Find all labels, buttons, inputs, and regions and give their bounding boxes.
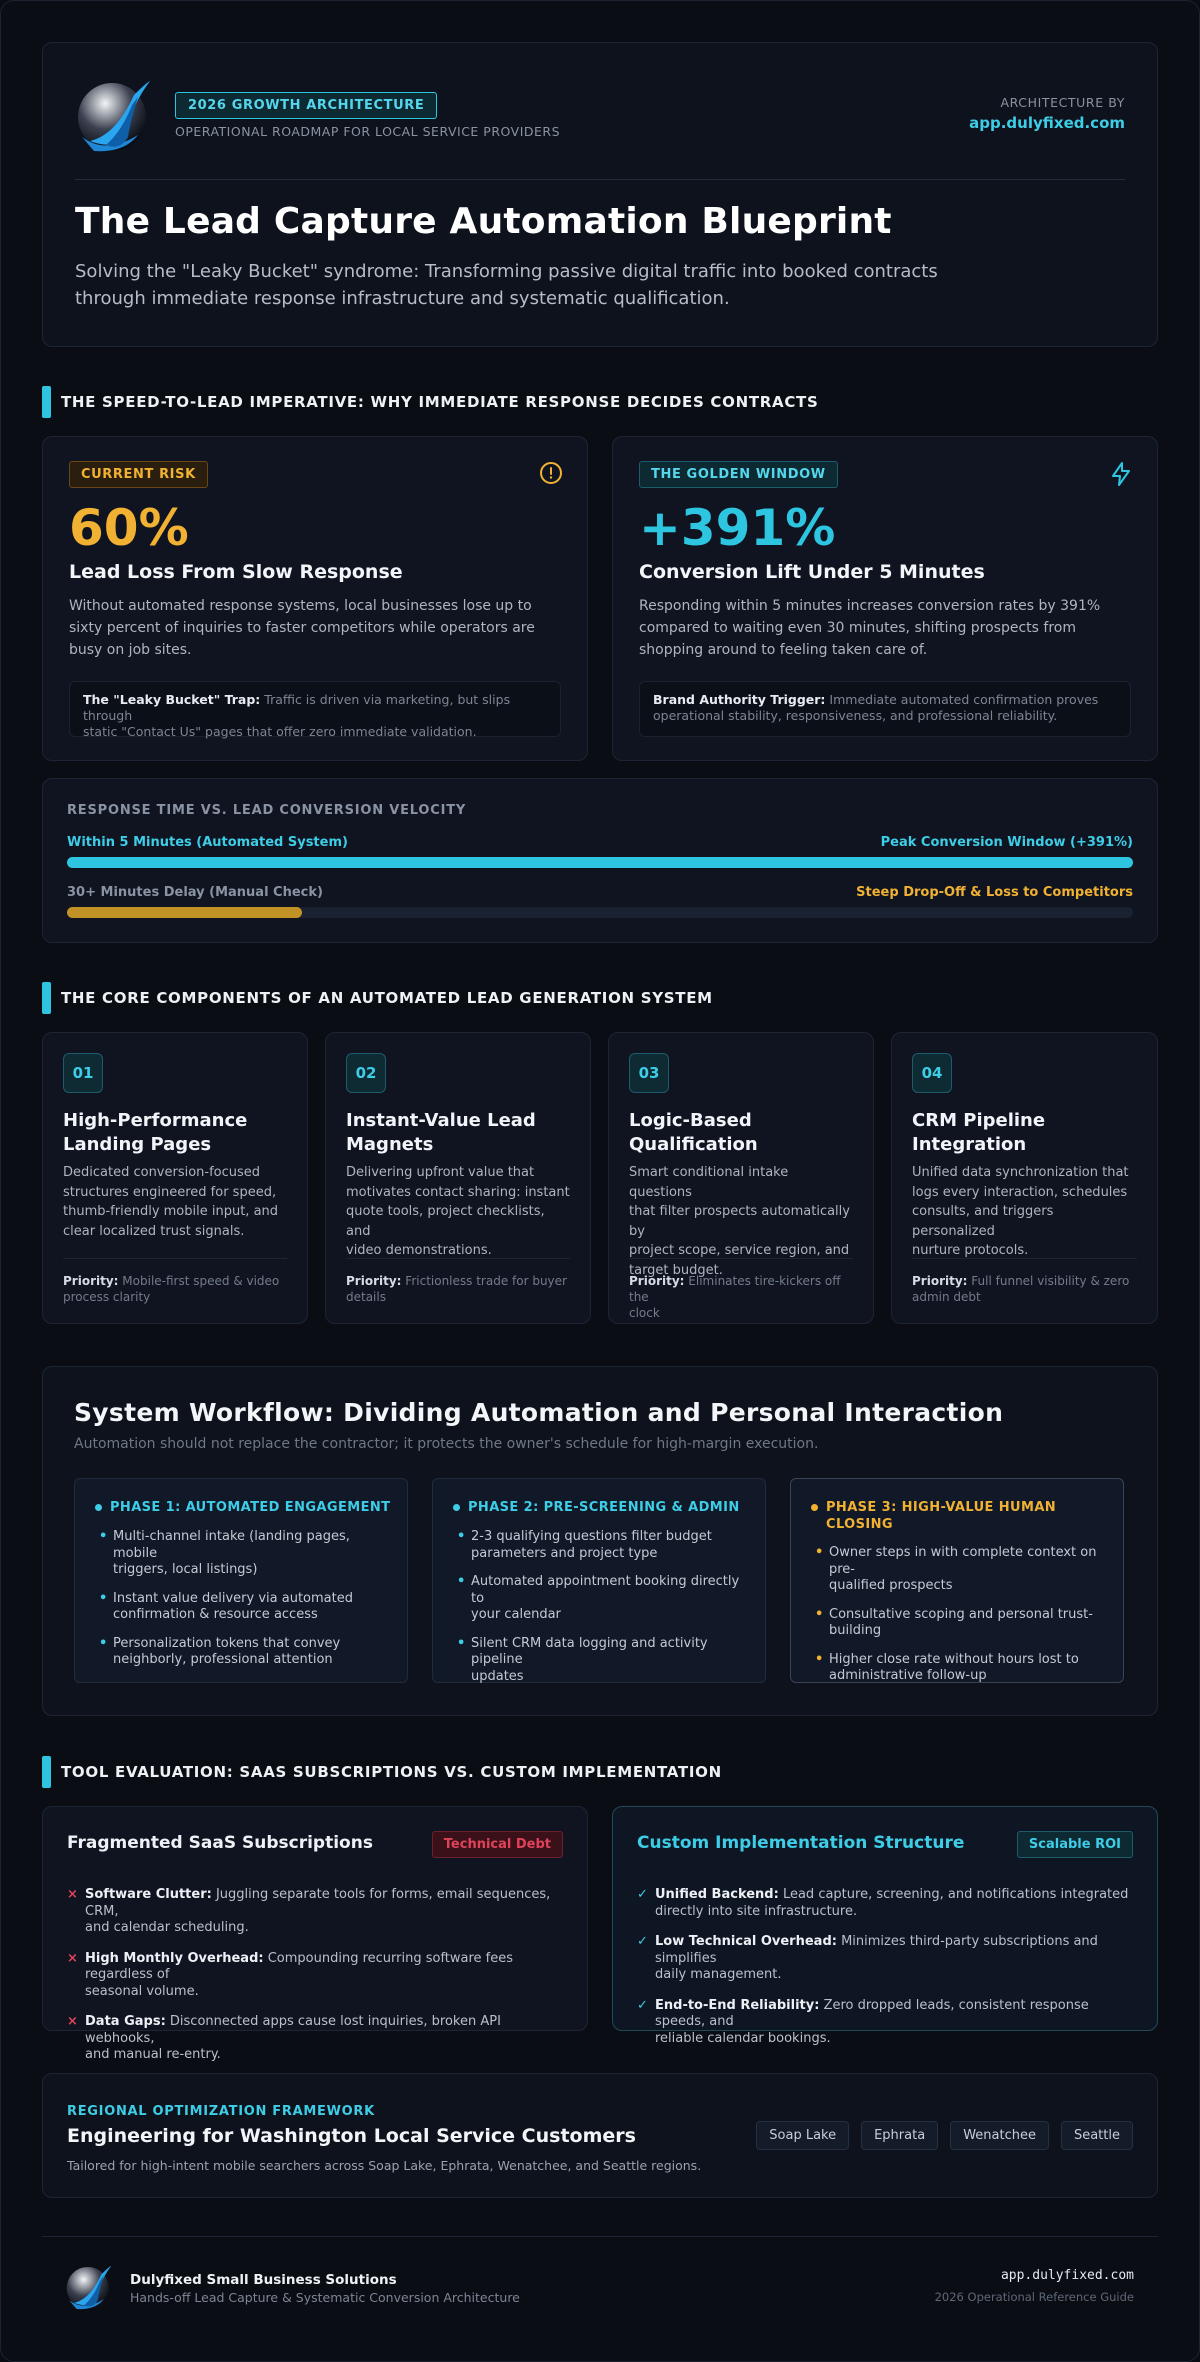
priority-label: Priority: (912, 1274, 968, 1288)
golden-window-pill: THE GOLDEN WINDOW (639, 461, 838, 488)
phase-1-title: PHASE 1: AUTOMATED ENGAGEMENT (110, 1500, 391, 1515)
component-number: 02 (346, 1053, 386, 1093)
custom-title: Custom Implementation Structure (637, 1833, 965, 1853)
custom-card (612, 1806, 1158, 2046)
component-number: 04 (912, 1053, 952, 1093)
desc-line: consults, and triggers personalized (912, 1204, 1054, 1239)
item-line: • Silent CRM data logging and activity pipeline (471, 1635, 708, 1667)
component-desc (912, 1163, 1137, 1261)
item-text: seasonal volume. (85, 1983, 199, 1999)
item-line: building (829, 1623, 882, 1638)
footer-logo (64, 2262, 114, 2314)
component-number: 01 (63, 1053, 103, 1093)
risk-body-line: sixty percent of inquiries to faster competitors while operators are (69, 620, 535, 636)
callout-text: Traffic is driven via marketing, but slips through (83, 692, 511, 723)
saas-card (42, 1806, 588, 2062)
component-card-3 (608, 1032, 874, 1324)
x-mark-icon: × (67, 2014, 78, 2029)
page-title: The Lead Capture Automation Blueprint (75, 201, 892, 242)
desc-line: nurture protocols. (912, 1243, 1029, 1258)
city-chip[interactable]: Wenatchee (950, 2121, 1049, 2150)
item-text: Compounding recurring software fees regardless of (85, 1950, 514, 1982)
velocity-title: RESPONSE TIME VS. LEAD CONVERSION VELOCITY (67, 803, 467, 818)
city-chip[interactable]: Seattle (1061, 2121, 1133, 2150)
item-line: • Multi-channel intake (landing pages, mobile (113, 1529, 350, 1561)
list-item (637, 1934, 1133, 1984)
components-section-title: THE CORE COMPONENTS OF AN AUTOMATED LEAD GENERATION SYSTEM (61, 989, 713, 1007)
list-item (637, 1887, 1133, 1920)
component-divider (629, 1258, 853, 1259)
regional-desc: Tailored for high-intent mobile searchers across Soap Lake, Ephrata, Wenatchee, and Seattle regions. (67, 2158, 702, 2173)
section-accent-bar (42, 1756, 51, 1788)
component-priority (629, 1273, 853, 1321)
risk-stat: 60% (69, 499, 189, 557)
component-priority (346, 1273, 570, 1305)
phase-3-list (815, 1545, 1103, 1697)
item-text: and calendar scheduling. (85, 1920, 249, 1935)
item-text: Minimizes third-party subscriptions and simplifies (655, 1934, 1098, 1966)
component-title-line: Magnets (346, 1134, 434, 1155)
component-title-line: CRM Pipeline (912, 1110, 1046, 1131)
item-bold: End-to-End Reliability: (655, 1997, 820, 2013)
header-divider (75, 179, 1125, 180)
page-subtitle (75, 258, 938, 312)
risk-heading: Lead Loss From Slow Response (69, 561, 403, 583)
desc-line: Smart conditional intake questions (629, 1165, 789, 1200)
velocity-row1-track (67, 857, 1133, 868)
phase-2-card (432, 1478, 766, 1683)
desc-line: Delivering upfront value that (346, 1165, 535, 1180)
footer-divider (42, 2236, 1158, 2237)
regional-title: Engineering for Washington Local Service Customers (67, 2125, 636, 2147)
phase-2-heading (453, 1499, 749, 1516)
x-mark-icon: × (67, 1950, 78, 1966)
callout-bold: The "Leaky Bucket" Trap: (83, 692, 261, 707)
callout-bold: Brand Authority Trigger: (653, 692, 826, 707)
section-accent-bar (42, 386, 51, 418)
component-priority (912, 1273, 1137, 1305)
phase-1-card (74, 1478, 408, 1683)
subtitle-line-1: Solving the "Leaky Bucket" syndrome: Transforming passive digital traffic into booked contracts (75, 261, 938, 282)
component-number: 03 (629, 1053, 669, 1093)
component-divider (346, 1258, 570, 1259)
item-text: and manual re-entry. (85, 2047, 221, 2062)
saas-list (67, 1887, 563, 2078)
city-chip-list (756, 2121, 1133, 2150)
priority-text: process clarity (63, 1290, 151, 1304)
architecture-link[interactable]: app.dulyfixed.com (969, 114, 1125, 132)
velocity-row1-label: Within 5 Minutes (Automated System) (67, 835, 348, 850)
technical-debt-badge: Technical Debt (432, 1831, 563, 1858)
header-card (42, 42, 1158, 347)
golden-window-card (612, 436, 1158, 761)
priority-label: Priority: (346, 1274, 402, 1288)
component-title (63, 1109, 287, 1157)
risk-body (69, 595, 535, 661)
list-item (457, 1574, 745, 1624)
leaky-bucket-callout (69, 681, 561, 737)
footer-tagline: Hands-off Lead Capture & Systematic Conversion Architecture (130, 2290, 520, 2305)
component-divider (63, 1258, 287, 1259)
list-item (99, 1591, 387, 1624)
section-accent-bar (42, 982, 51, 1014)
component-title (346, 1109, 570, 1157)
phase-2-title: PHASE 2: PRE-SCREENING & ADMIN (468, 1500, 740, 1515)
priority-label: Priority: (63, 1274, 119, 1288)
list-item (815, 1545, 1103, 1595)
item-line: confirmation & resource access (113, 1607, 318, 1622)
regional-card (42, 2073, 1158, 2198)
phase-2-list (457, 1529, 745, 1697)
priority-text: Eliminates tire-kickers off the (629, 1274, 841, 1304)
workflow-subtitle: Automation should not replace the contractor; it protects the owner's schedule for high-margin execution. (74, 1436, 819, 1452)
speed-section-title: THE SPEED-TO-LEAD IMPERATIVE: WHY IMMEDIATE RESPONSE DECIDES CONTRACTS (61, 393, 819, 411)
item-line: • 2-3 qualifying questions filter budget (471, 1529, 712, 1544)
footer-reference: 2026 Operational Reference Guide (934, 2290, 1134, 2304)
phase-3-heading (811, 1499, 1107, 1533)
velocity-row1-fill (67, 857, 1133, 868)
bullet-dot (811, 1504, 818, 1511)
velocity-row2-fill (67, 907, 302, 918)
risk-body-line: Without automated response systems, local businesses lose up to (69, 598, 532, 614)
desc-line: thumb-friendly mobile input, and (63, 1204, 279, 1219)
golden-body-line: Responding within 5 minutes increases conversion rates by 391% (639, 598, 1101, 614)
tools-section-heading (42, 1756, 722, 1788)
growth-badge (175, 92, 437, 119)
item-line: • Instant value delivery via automated (113, 1590, 353, 1606)
tools-section-title: TOOL EVALUATION: SAAS SUBSCRIPTIONS VS. CUSTOM IMPLEMENTATION (61, 1763, 722, 1781)
velocity-row1-note: Peak Conversion Window (+391%) (880, 835, 1133, 850)
components-section-heading (42, 982, 713, 1014)
phase-3-title-line: PHASE 3: HIGH-VALUE HUMAN (826, 1500, 1057, 1515)
list-item (67, 1951, 563, 2001)
golden-heading: Conversion Lift Under 5 Minutes (639, 561, 985, 583)
component-divider (912, 1258, 1137, 1259)
current-risk-card (42, 436, 588, 761)
golden-body-line: compared to waiting even 30 minutes, shifting prospects from (639, 620, 1076, 636)
phase-1-heading (95, 1499, 391, 1516)
list-item (67, 2014, 563, 2064)
desc-line: motivates contact sharing: instant (346, 1184, 570, 1200)
list-item (99, 1529, 387, 1579)
priority-text: Full funnel visibility & zero (971, 1274, 1130, 1288)
phase-3-title-line: CLOSING (826, 1517, 893, 1532)
component-title-line: Integration (912, 1134, 1027, 1155)
velocity-row2-track (67, 907, 1133, 918)
priority-text: clock (629, 1306, 660, 1320)
desc-line: video demonstrations. (346, 1243, 492, 1258)
alert-circle-icon (539, 461, 563, 485)
lightning-icon (1109, 461, 1133, 487)
item-text: Disconnected apps cause lost inquiries, broken API webhooks, (85, 2014, 501, 2046)
item-text: Lead capture, screening, and notifications integrated (782, 1887, 1129, 1902)
item-line: neighborly, professional attention (113, 1652, 333, 1667)
velocity-row2-note: Steep Drop-Off & Loss to Competitors (856, 885, 1133, 900)
golden-body-line: shopping around to feeling taken care of. (639, 642, 928, 658)
list-item (99, 1636, 387, 1669)
list-item (637, 1998, 1133, 2048)
list-item (815, 1652, 1103, 1685)
priority-label: Priority: (629, 1274, 685, 1288)
item-text: reliable calendar bookings. (655, 2030, 831, 2046)
list-item (67, 1887, 563, 1937)
desc-line: logs every interaction, schedules (912, 1184, 1128, 1200)
phase-3-title (826, 1499, 1056, 1533)
desc-line: quote tools, project checklists, and (346, 1204, 545, 1239)
item-line: parameters and project type (471, 1545, 658, 1561)
saas-title: Fragmented SaaS Subscriptions (67, 1833, 373, 1853)
desc-line: structures engineered for speed, (63, 1184, 277, 1200)
subtitle-line-2: through immediate response infrastructure and systematic qualification. (75, 288, 730, 309)
list-item (457, 1529, 745, 1562)
desc-line: target budget. (629, 1262, 723, 1278)
architecture-by-label: ARCHITECTURE BY (1000, 95, 1125, 110)
list-item (815, 1607, 1103, 1640)
component-title-line: Logic-Based (629, 1110, 752, 1131)
component-title-line: Landing Pages (63, 1134, 212, 1155)
item-text: Zero dropped leads, consistent response speeds, and (655, 1997, 1089, 2029)
brand-authority-callout (639, 681, 1131, 737)
priority-text: admin debt (912, 1290, 981, 1304)
scalable-roi-badge: Scalable ROI (1017, 1831, 1133, 1858)
component-title (912, 1109, 1137, 1157)
item-line: qualified prospects (829, 1578, 953, 1593)
component-desc (629, 1163, 853, 1280)
footer-url[interactable]: app.dulyfixed.com (1000, 2268, 1134, 2283)
component-title-line: High-Performance (63, 1110, 248, 1131)
current-risk-pill: CURRENT RISK (69, 461, 208, 488)
item-line: • Owner steps in with complete context on pre- (829, 1545, 1097, 1577)
bullet-dot (95, 1504, 102, 1511)
desc-line: Unified data synchronization that (912, 1165, 1129, 1180)
desc-line: clear localized trust signals. (63, 1223, 245, 1239)
item-bold: Unified Backend: (655, 1887, 779, 1902)
item-text: daily management. (655, 1967, 782, 1982)
component-card-2 (325, 1032, 591, 1324)
callout-text: operational stability, responsiveness, and professional reliability. (653, 708, 1058, 723)
component-card-1 (42, 1032, 308, 1324)
callout-text: static "Contact Us" pages that offer zero immediate validation. (83, 724, 477, 739)
brand-logo (76, 75, 152, 159)
bullet-dot (453, 1504, 460, 1511)
item-line: • Personalization tokens that convey (113, 1635, 341, 1651)
item-text: Juggling separate tools for forms, email sequences, CRM, (85, 1887, 551, 1919)
velocity-card (42, 778, 1158, 943)
custom-list (637, 1887, 1133, 2061)
desc-line: Dedicated conversion-focused (63, 1165, 261, 1180)
phase-3-card (790, 1478, 1124, 1683)
priority-text: Mobile-first speed & video (122, 1274, 280, 1288)
item-text: directly into site infrastructure. (655, 1903, 858, 1919)
phase-1-list (99, 1529, 387, 1681)
item-bold: Data Gaps: (85, 2014, 166, 2029)
component-title (629, 1109, 853, 1157)
city-chip[interactable]: Soap Lake (756, 2121, 849, 2150)
speed-section-heading (42, 386, 818, 418)
component-title-line: Qualification (629, 1134, 758, 1155)
callout-text: Immediate automated confirmation proves (829, 692, 1099, 707)
item-bold: Low Technical Overhead: (655, 1934, 837, 1949)
component-card-4 (891, 1032, 1158, 1324)
component-title-line: Instant-Value Lead (346, 1110, 536, 1131)
regional-eyebrow: REGIONAL OPTIMIZATION FRAMEWORK (67, 2104, 375, 2119)
velocity-row2-label: 30+ Minutes Delay (Manual Check) (67, 885, 323, 900)
component-desc (346, 1163, 570, 1261)
x-mark-icon: × (67, 1887, 78, 1902)
roadmap-subline: OPERATIONAL ROADMAP FOR LOCAL SERVICE PROVIDERS (175, 124, 561, 139)
check-icon: ✓ (637, 1887, 648, 1902)
workflow-title: System Workflow: Dividing Automation and Personal Interaction (74, 1398, 1004, 1427)
desc-line: project scope, service region, and (629, 1243, 850, 1258)
item-line: triggers, local listings) (113, 1562, 258, 1577)
item-line: • Automated appointment booking directly to (471, 1574, 740, 1606)
item-bold: High Monthly Overhead: (85, 1950, 264, 1966)
growth-badge-label: 2026 GROWTH ARCHITECTURE (175, 92, 437, 119)
item-line: • Higher close rate without hours lost to (829, 1651, 1079, 1667)
component-priority (63, 1273, 287, 1305)
footer-company: Dulyfixed Small Business Solutions (130, 2272, 397, 2288)
item-line: your calendar (471, 1607, 561, 1622)
golden-stat: +391% (639, 499, 836, 557)
golden-body (639, 595, 1100, 661)
item-line: updates (471, 1668, 524, 1684)
item-line: • Consultative scoping and personal trust- (829, 1606, 1093, 1622)
priority-text: details (346, 1290, 386, 1304)
check-icon: ✓ (637, 1934, 648, 1949)
risk-body-line: busy on job sites. (69, 642, 192, 658)
item-line: administrative follow-up (829, 1668, 987, 1683)
city-chip[interactable]: Ephrata (861, 2121, 938, 2150)
component-desc (63, 1163, 287, 1241)
desc-line: that filter prospects automatically by (629, 1204, 850, 1239)
list-item (457, 1636, 745, 1686)
priority-text: Frictionless trade for buyer (405, 1274, 567, 1288)
item-bold: Software Clutter: (85, 1887, 212, 1902)
check-icon: ✓ (637, 1997, 648, 2013)
